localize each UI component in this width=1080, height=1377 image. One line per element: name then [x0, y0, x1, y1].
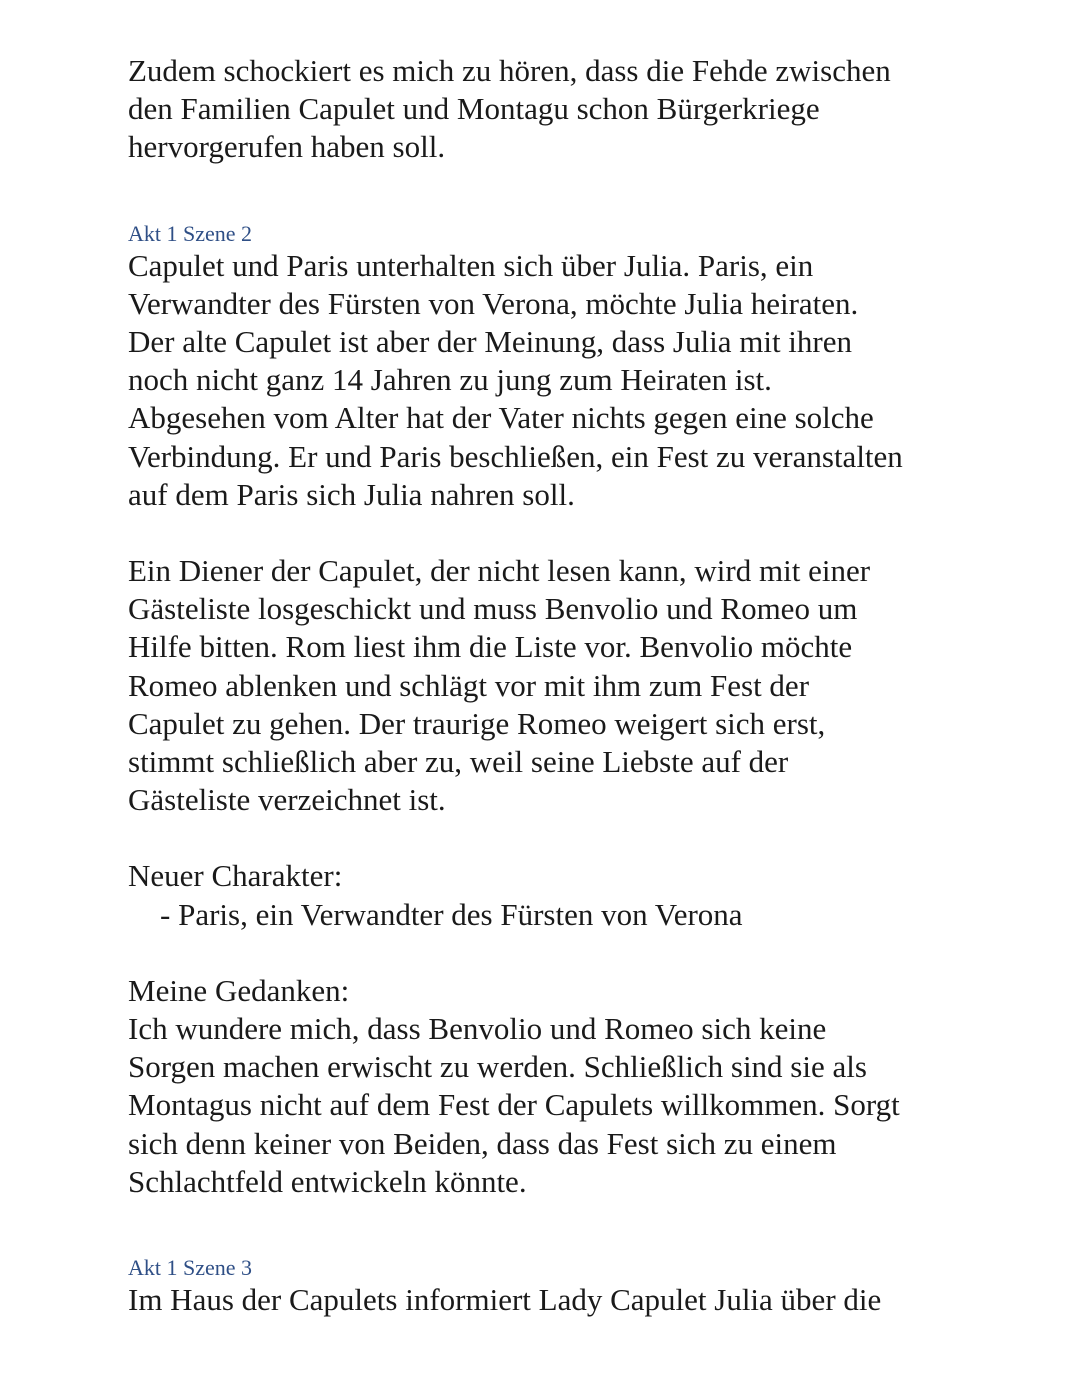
text-line: Ein Diener der Capulet, der nicht lesen kann, wird mit einer: [128, 553, 871, 589]
text-line: hervorgerufen haben soll.: [128, 129, 446, 165]
scene-2-summary: [128, 247, 988, 514]
new-character-item: - Paris, ein Verwandter des Fürsten von Verona: [160, 896, 743, 932]
text-line: Verwandter des Fürsten von Verona, möchte Julia heiraten.: [128, 285, 859, 321]
text-line: Zudem schockiert es mich zu hören, dass die Fehde zwischen: [128, 53, 891, 88]
document-page: [128, 52, 988, 1319]
text-line: noch nicht ganz 14 Jahren zu jung zum Heiraten ist.: [128, 362, 772, 398]
text-line: Hilfe bitten. Rom liest ihm die Liste vor. Benvolio möchte: [128, 629, 853, 665]
text-line: den Familien Capulet und Montagu schon Bürgerkriege: [128, 91, 820, 127]
text-line: stimmt schließlich aber zu, weil seine Liebste auf der: [128, 744, 789, 780]
text-line: Im Haus der Capulets informiert Lady Capulet Julia über die: [128, 1282, 882, 1318]
text-line: Capulet zu gehen. Der traurige Romeo weigert sich erst,: [128, 705, 826, 741]
text-line: Capulet und Paris unterhalten sich über Julia. Paris, ein: [128, 247, 814, 283]
scene-3-summary: [128, 1281, 988, 1319]
scene-2-summary-continued: [128, 552, 988, 819]
new-character-section: [128, 857, 988, 933]
text-line: sich denn keiner von Beiden, dass das Fest sich zu einem: [128, 1125, 837, 1161]
text-line: Romeo ablenken und schlägt vor mit ihm zum Fest der: [128, 667, 810, 703]
scene-3-heading: Akt 1 Szene 3: [128, 1255, 253, 1281]
text-line: Montagus nicht auf dem Fest der Capulets willkommen. Sorgt: [128, 1087, 900, 1123]
thoughts-section: [128, 972, 988, 1201]
text-line: Gästeliste verzeichnet ist.: [128, 782, 446, 818]
scene-2-heading: Akt 1 Szene 2: [128, 220, 253, 246]
thoughts-label: Meine Gedanken:: [128, 972, 350, 1008]
text-line: Gästeliste losgeschickt und muss Benvolio und Romeo um: [128, 591, 858, 627]
text-line: Schlachtfeld entwickeln könnte.: [128, 1163, 527, 1199]
text-line: Der alte Capulet ist aber der Meinung, dass Julia mit ihren: [128, 324, 853, 360]
text-line: Ich wundere mich, dass Benvolio und Romeo sich keine: [128, 1011, 827, 1047]
new-character-label: Neuer Charakter:: [128, 858, 343, 894]
intro-paragraph: [128, 52, 988, 167]
text-line: Abgesehen vom Alter hat der Vater nichts gegen eine solche: [128, 400, 874, 436]
text-line: auf dem Paris sich Julia nahren soll.: [128, 476, 575, 512]
text-line: Verbindung. Er und Paris beschließen, ein Fest zu veranstalten: [128, 438, 903, 474]
text-line: Sorgen machen erwischt zu werden. Schließlich sind sie als: [128, 1049, 867, 1085]
